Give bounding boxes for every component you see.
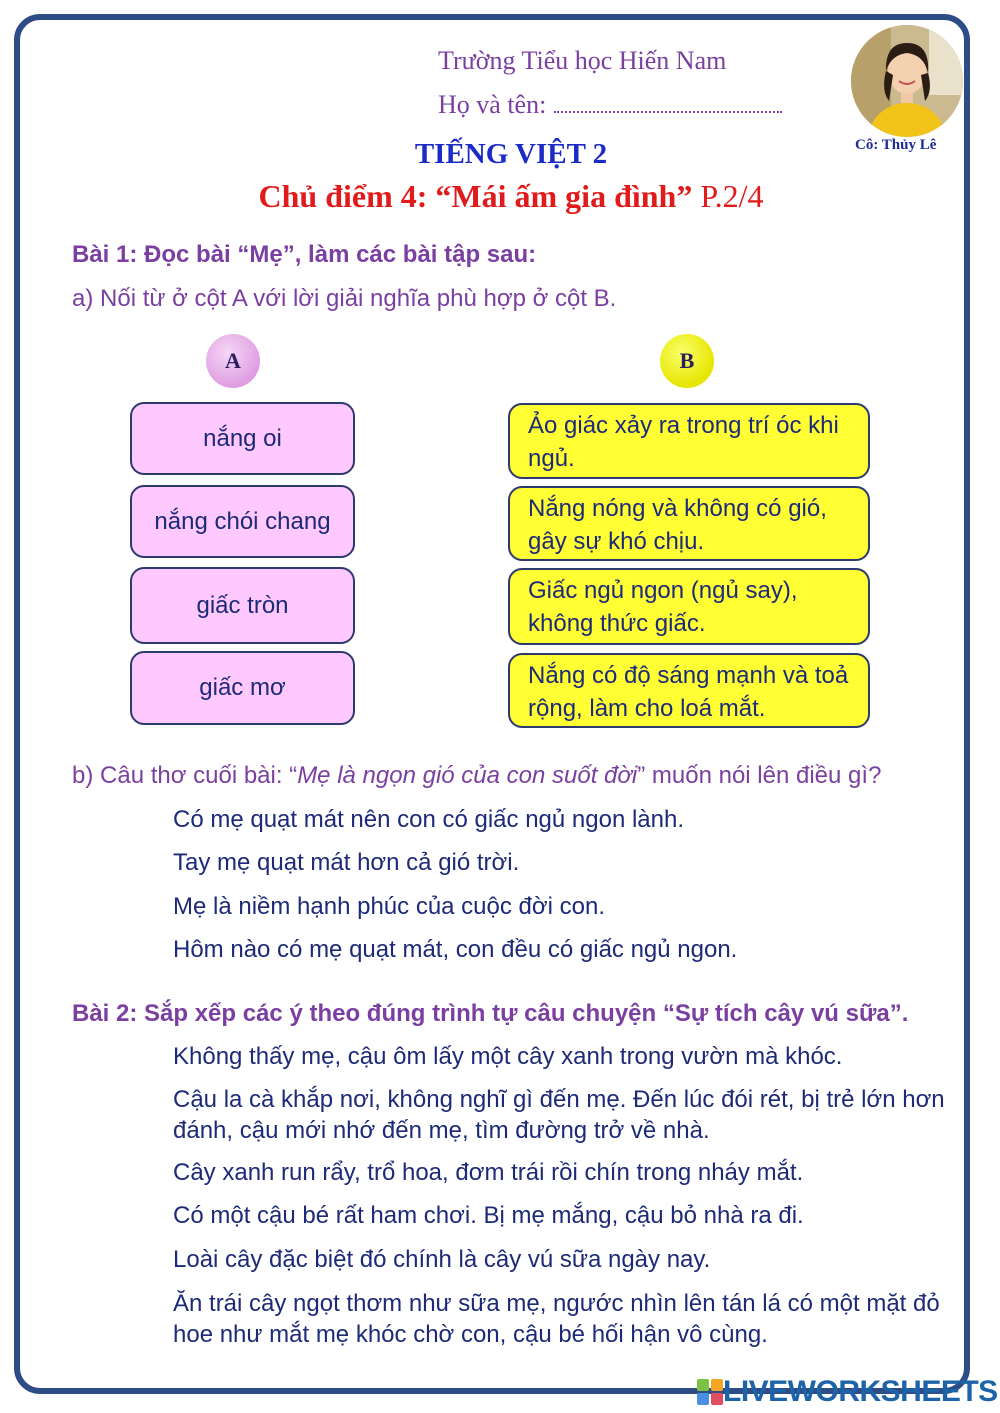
subject-title: TIẾNG VIỆT 2 <box>414 138 608 170</box>
column-a-item[interactable]: nắng oi <box>130 402 355 475</box>
column-a-item[interactable]: giấc tròn <box>130 567 355 644</box>
name-label: Họ và tên: <box>438 90 547 119</box>
teacher-caption: Cô: Thủy Lê <box>855 137 937 153</box>
student-name-row <box>438 90 782 120</box>
exercise2-heading: Bài 2: Sắp xếp các ý theo đúng trình tự câu chuyện “Sự tích cây vú sữa”. <box>72 1000 909 1027</box>
column-a-item[interactable]: giấc mơ <box>130 651 355 725</box>
story-event[interactable]: Ăn trái cây ngọt thơm như sữa mẹ, ngước nhìn lên tán lá có một mặt đỏ hoe như mắt mẹ khóc chờ con, cậu bé hối hận vô cùng. <box>173 1290 940 1348</box>
column-b-item[interactable]: Nắng nóng và không có gió, gây sự khó chịu. <box>508 486 870 561</box>
answer-option[interactable]: Có mẹ quạt mát nên con có giấc ngủ ngon lành. <box>173 806 685 833</box>
column-b-item[interactable]: Ảo giác xảy ra trong trí óc khi ngủ. <box>508 403 870 479</box>
column-a-item[interactable]: nắng chói chang <box>130 485 355 558</box>
exercise1b-question <box>72 762 881 790</box>
story-event[interactable]: Có một cậu bé rất ham chơi. Bị mẹ mắng, cậu bỏ nhà ra đi. <box>173 1202 804 1229</box>
question-quote: Mẹ là ngọn gió của con suốt đời <box>297 762 638 789</box>
answer-option[interactable]: Mẹ là niềm hạnh phúc của cuộc đời con. <box>173 893 605 920</box>
story-event[interactable]: Cây xanh run rẩy, trổ hoa, đơm trái rồi chín trong nháy mắt. <box>173 1159 804 1186</box>
story-event[interactable]: Cậu la cà khắp nơi, không nghĩ gì đến mẹ. Đến lúc đói rét, bị trẻ lớn hơn đánh, cậu mới nhớ đến mẹ, tìm đường trở về nhà. <box>173 1086 945 1144</box>
page-label: P.2/4 <box>700 178 764 214</box>
liveworksheets-logo <box>697 1375 998 1409</box>
theme-title <box>0 178 1000 215</box>
column-a-badge: A <box>206 334 260 388</box>
liveworksheets-icon <box>697 1379 723 1405</box>
column-b-badge: B <box>660 334 714 388</box>
column-b-item[interactable]: Giấc ngủ ngon (ngủ say), không thức giấc. <box>508 568 870 645</box>
story-event[interactable]: Không thấy mẹ, cậu ôm lấy một cây xanh trong vườn mà khóc. <box>173 1043 843 1070</box>
exercise1-heading: Bài 1: Đọc bài “Mẹ”, làm các bài tập sau: <box>72 241 537 268</box>
question-prefix: b) Câu thơ cuối bài: “ <box>72 762 298 789</box>
school-name: Trường Tiểu học Hiến Nam <box>438 46 727 75</box>
exercise1a-instruction: a) Nối từ ở cột A với lời giải nghĩa phù hợp ở cột B. <box>72 285 617 312</box>
theme-title-text: Chủ điểm 4: “Mái ấm gia đình” <box>258 178 693 214</box>
name-input-line[interactable] <box>554 93 782 113</box>
story-event[interactable]: Loài cây đặc biệt đó chính là cây vú sữa ngày nay. <box>173 1246 711 1273</box>
answer-option[interactable]: Hôm nào có mẹ quạt mát, con đều có giấc ngủ ngon. <box>173 936 738 963</box>
answer-option[interactable]: Tay mẹ quạt mát hơn cả gió trời. <box>173 849 520 876</box>
column-b-item[interactable]: Nắng có độ sáng mạnh và toả rộng, làm cho loá mắt. <box>508 653 870 728</box>
question-suffix: ” muốn nói lên điều gì? <box>637 762 882 789</box>
liveworksheets-brand: LIVEWORKSHEETS <box>723 1375 998 1408</box>
teacher-avatar <box>851 25 963 137</box>
